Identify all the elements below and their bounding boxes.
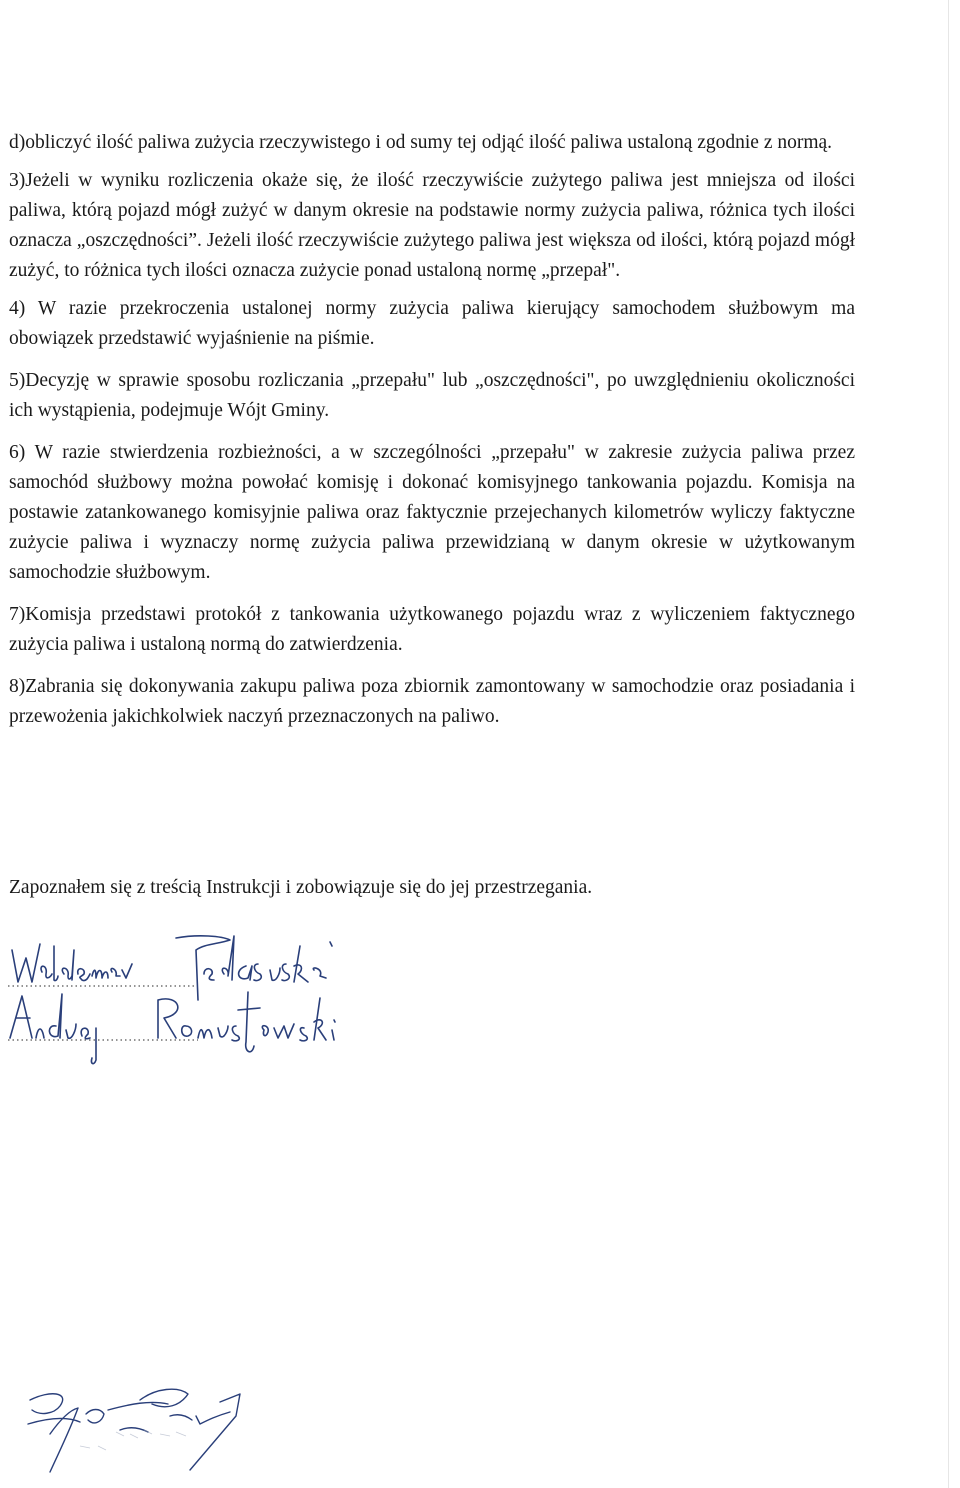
paragraph-number: 6) — [9, 442, 26, 463]
paragraph-number: 4) — [9, 298, 26, 319]
paragraph-text: Komisja przedstawi protokół z tankowania użytkowanego pojazdu wraz z wyliczeniem faktycznego zużycia paliwa i ustaloną normą do zatwierdzenia. — [9, 604, 855, 655]
paragraph-text: W razie przekroczenia ustalonej normy zużycia paliwa kierujący samochodem służbowym ma obowiązek przedstawić wyjaśnienie na piśmie. — [9, 298, 855, 349]
page-edge-line — [948, 0, 949, 1488]
document-body — [9, 128, 855, 744]
paragraph-number: 5) — [9, 370, 26, 391]
paragraph-6 — [9, 438, 855, 588]
paragraph-5 — [9, 366, 855, 426]
bottom-signature-mark — [20, 1380, 260, 1480]
paragraph-text: Decyzję w sprawie sposobu rozliczania „przepału" lub „oszczędności", po uwzględnieniu okoliczności ich wystąpienia, podejmuje Wójt Gminy. — [9, 370, 855, 421]
paragraph-number: d) — [9, 132, 26, 153]
handwritten-signatures — [8, 930, 408, 1080]
initials-image — [20, 1380, 260, 1480]
paragraph-number: 3) — [9, 170, 26, 191]
paragraph-number: 8) — [9, 676, 26, 697]
paragraph-3 — [9, 166, 855, 286]
paragraph-8 — [9, 672, 855, 732]
paragraph-7 — [9, 600, 855, 660]
paragraph-text: Zabrania się dokonywania zakupu paliwa poza zbiornik zamontowany w samochodzie oraz posiadania i przewożenia jakichkolwiek naczyń przeznaczonych na paliwo. — [9, 676, 855, 727]
paragraph-d — [9, 128, 855, 158]
acknowledgement-statement: Zapoznałem się z treścią Instrukcji i zobowiązuje się do jej przestrzegania. — [9, 877, 593, 898]
paragraph-text: W razie stwierdzenia rozbieżności, a w szczególności „przepału" w zakresie zużycia paliwa przez samochód służbowy można powołać komisję i dokonać komisyjnego tankowania pojazdu. Komisja na postawie zatankowanego komisyjnie paliwa oraz faktycznie przejechanych kilometrów wyliczy faktyczne zużycie paliwa i wyznaczy normę zużycia paliwa przewidzianą w danym okresie w użytkowanym samochodzie służbowym. — [9, 442, 855, 583]
signature-image — [8, 930, 408, 1080]
paragraph-4 — [9, 294, 855, 354]
paragraph-number: 7) — [9, 604, 26, 625]
paragraph-text: obliczyć ilość paliwa zużycia rzeczywistego i od sumy tej odjąć ilość paliwa ustaloną zgodnie z normą. — [25, 132, 833, 153]
paragraph-text: Jeżeli w wyniku rozliczenia okaże się, że ilość rzeczywiście zużytego paliwa jest mniejsza od ilości paliwa, którą pojazd mógł zużyć w danym okresie na podstawie normy zużycia paliwa, różnica tych ilości oznacza „oszczędności”. Jeżeli ilość rzeczywiście zużytego paliwa jest większa od ilości, którą pojazd mógł zużyć, to różnica tych ilości oznacza zużycie ponad ustaloną normę „przepał". — [9, 170, 855, 281]
